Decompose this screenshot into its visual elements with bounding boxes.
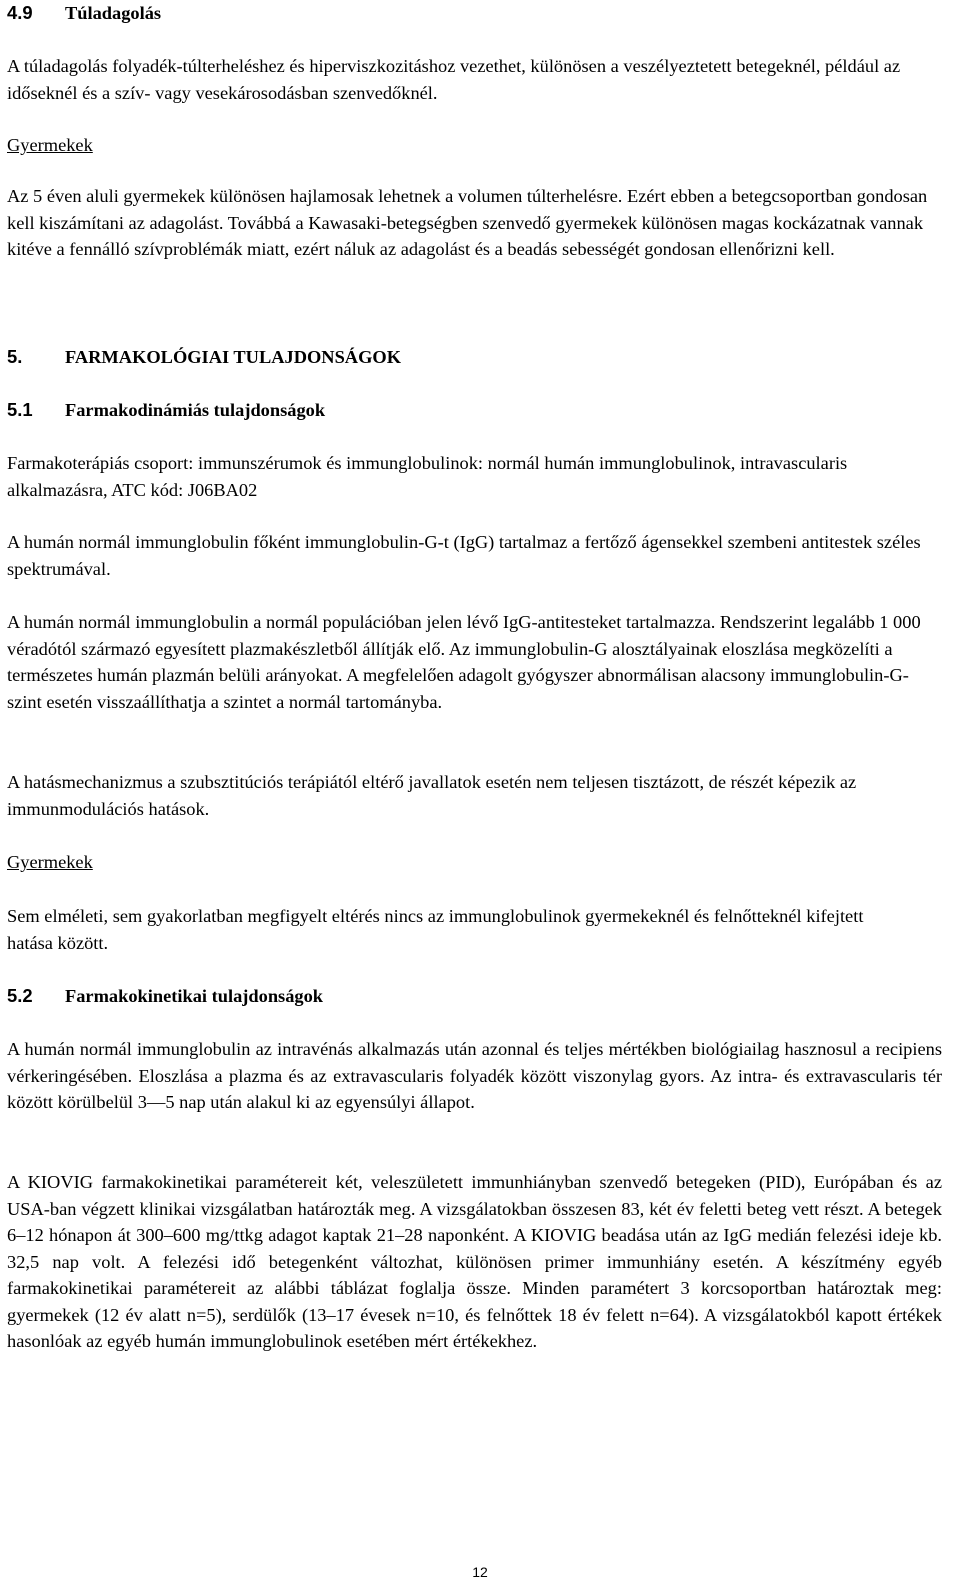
subheading-children: Gyermekek bbox=[7, 135, 93, 155]
paragraph: Az 5 éven aluli gyermekek különösen hajlamosak lehetnek a volumen túlterhelésre. Ezért ebben a betegcsoportban gondosan kell kiszámítani az adagolást. Továbbá a Kawasaki-betegségben szenvedő gyermekek különösen magas kockázatnak vannak kitéve a fennálló szívproblémák miatt, ezért náluk az adagolást és a beadás sebességét gondosan ellenőrizni kell. bbox=[7, 186, 928, 259]
section-title: Túladagolás bbox=[65, 3, 162, 23]
section-4-9-heading bbox=[7, 0, 161, 27]
section-5-1-heading bbox=[7, 397, 325, 424]
paragraph: A humán normál immunglobulin főként immunglobulin-G-t (IgG) tartalmaz a fertőző ágensekkel szembeni antitestek széles spektrumával. bbox=[7, 532, 921, 579]
section-5-heading bbox=[7, 344, 401, 371]
section-title: Farmakokinetikai tulajdonságok bbox=[65, 986, 324, 1006]
paragraph: A KIOVIG farmakokinetikai paramétereit két, veleszületett immunhiányban szenvedő betegeken (PID), Európában és az USA-ban végzett klinikai vizsgálatban határozták meg. A vizsgálatokban összesen 83, két év feletti beteg vett részt. A betegek 6–12 hónapon át 300–600 mg/ttkg adagot kaptak 21–28 naponként. A KIOVIG beadása után az IgG medián felezési ideje kb. 32,5 nap volt. A felezési idő betegenként változhat, különösen primer immunhiány esetén. A készítmény egyéb farmakokinetikai paramétereit az alábbi táblázat foglalja össze. Minden paramétert 3 korcsoportban határoztak meg: gyermekek (12 év alatt n=5), serdülők (13–17 évesek n=10, és felnőttek 18 év felett n=64). A vizsgálatokból kapott értékek hasonlóak az egyéb humán immunglobulinok esetében mért értékekhez. bbox=[7, 1172, 942, 1351]
section-number: 5.2 bbox=[7, 985, 33, 1006]
section-title: Farmakodinámiás tulajdonságok bbox=[65, 400, 326, 420]
paragraph: A humán normál immunglobulin az intravénás alkalmazás után azonnal és teljes mértékben biológiailag hasznosul a recipiens vérkeringésében. Eloszlása a plazma és az extravascularis folyadék között viszonylag gyors. Az intra- és extravascularis tér között körülbelül 3—5 nap után alakul ki az egyensúlyi állapot. bbox=[7, 1039, 942, 1112]
paragraph: Farmakoterápiás csoport: immunszérumok és immunglobulinok: normál humán immunglobulinok, intravascularis alkalmazásra, ATC kód: J06BA02 bbox=[7, 453, 848, 500]
section-number: 4.9 bbox=[7, 2, 33, 23]
section-number: 5. bbox=[7, 346, 23, 367]
page-number: 12 bbox=[472, 1564, 488, 1580]
paragraph: Sem elméleti, sem gyakorlatban megfigyelt eltérés nincs az immunglobulinok gyermekeknél és felnőtteknél kifejtett hatása között. bbox=[7, 906, 864, 953]
subheading-children: Gyermekek bbox=[7, 852, 93, 872]
section-5-2-heading bbox=[7, 983, 323, 1010]
paragraph: A humán normál immunglobulin a normál populációban jelen lévő IgG-antitesteket tartalmazza. Rendszerint legalább 1 000 véradótól származó egyesített plazmakészletből állítják elő. Az immunglobulin-G alosztályainak eloszlása megközelíti a természetes humán plazmán belüli arányokat. A megfelelően adagolt gyógyszer abnormálisan alacsony immunglobulin-G-szint esetén visszaállíthatja a szintet a normál tartományba. bbox=[7, 612, 921, 712]
section-number: 5.1 bbox=[7, 399, 33, 420]
paragraph: A túladagolás folyadék-túlterheléshez és hiperviszkozitáshoz vezethet, különösen a veszélyeztetett betegeknél, például az időseknél és a szív- vagy vesekárosodásban szenvedőknél. bbox=[7, 56, 901, 103]
section-title: FARMAKOLÓGIAI TULAJDONSÁGOK bbox=[65, 347, 401, 367]
paragraph: A hatásmechanizmus a szubsztitúciós terápiától eltérő javallatok esetén nem teljesen tisztázott, de részét képezik az immunmodulációs hatások. bbox=[7, 772, 857, 819]
